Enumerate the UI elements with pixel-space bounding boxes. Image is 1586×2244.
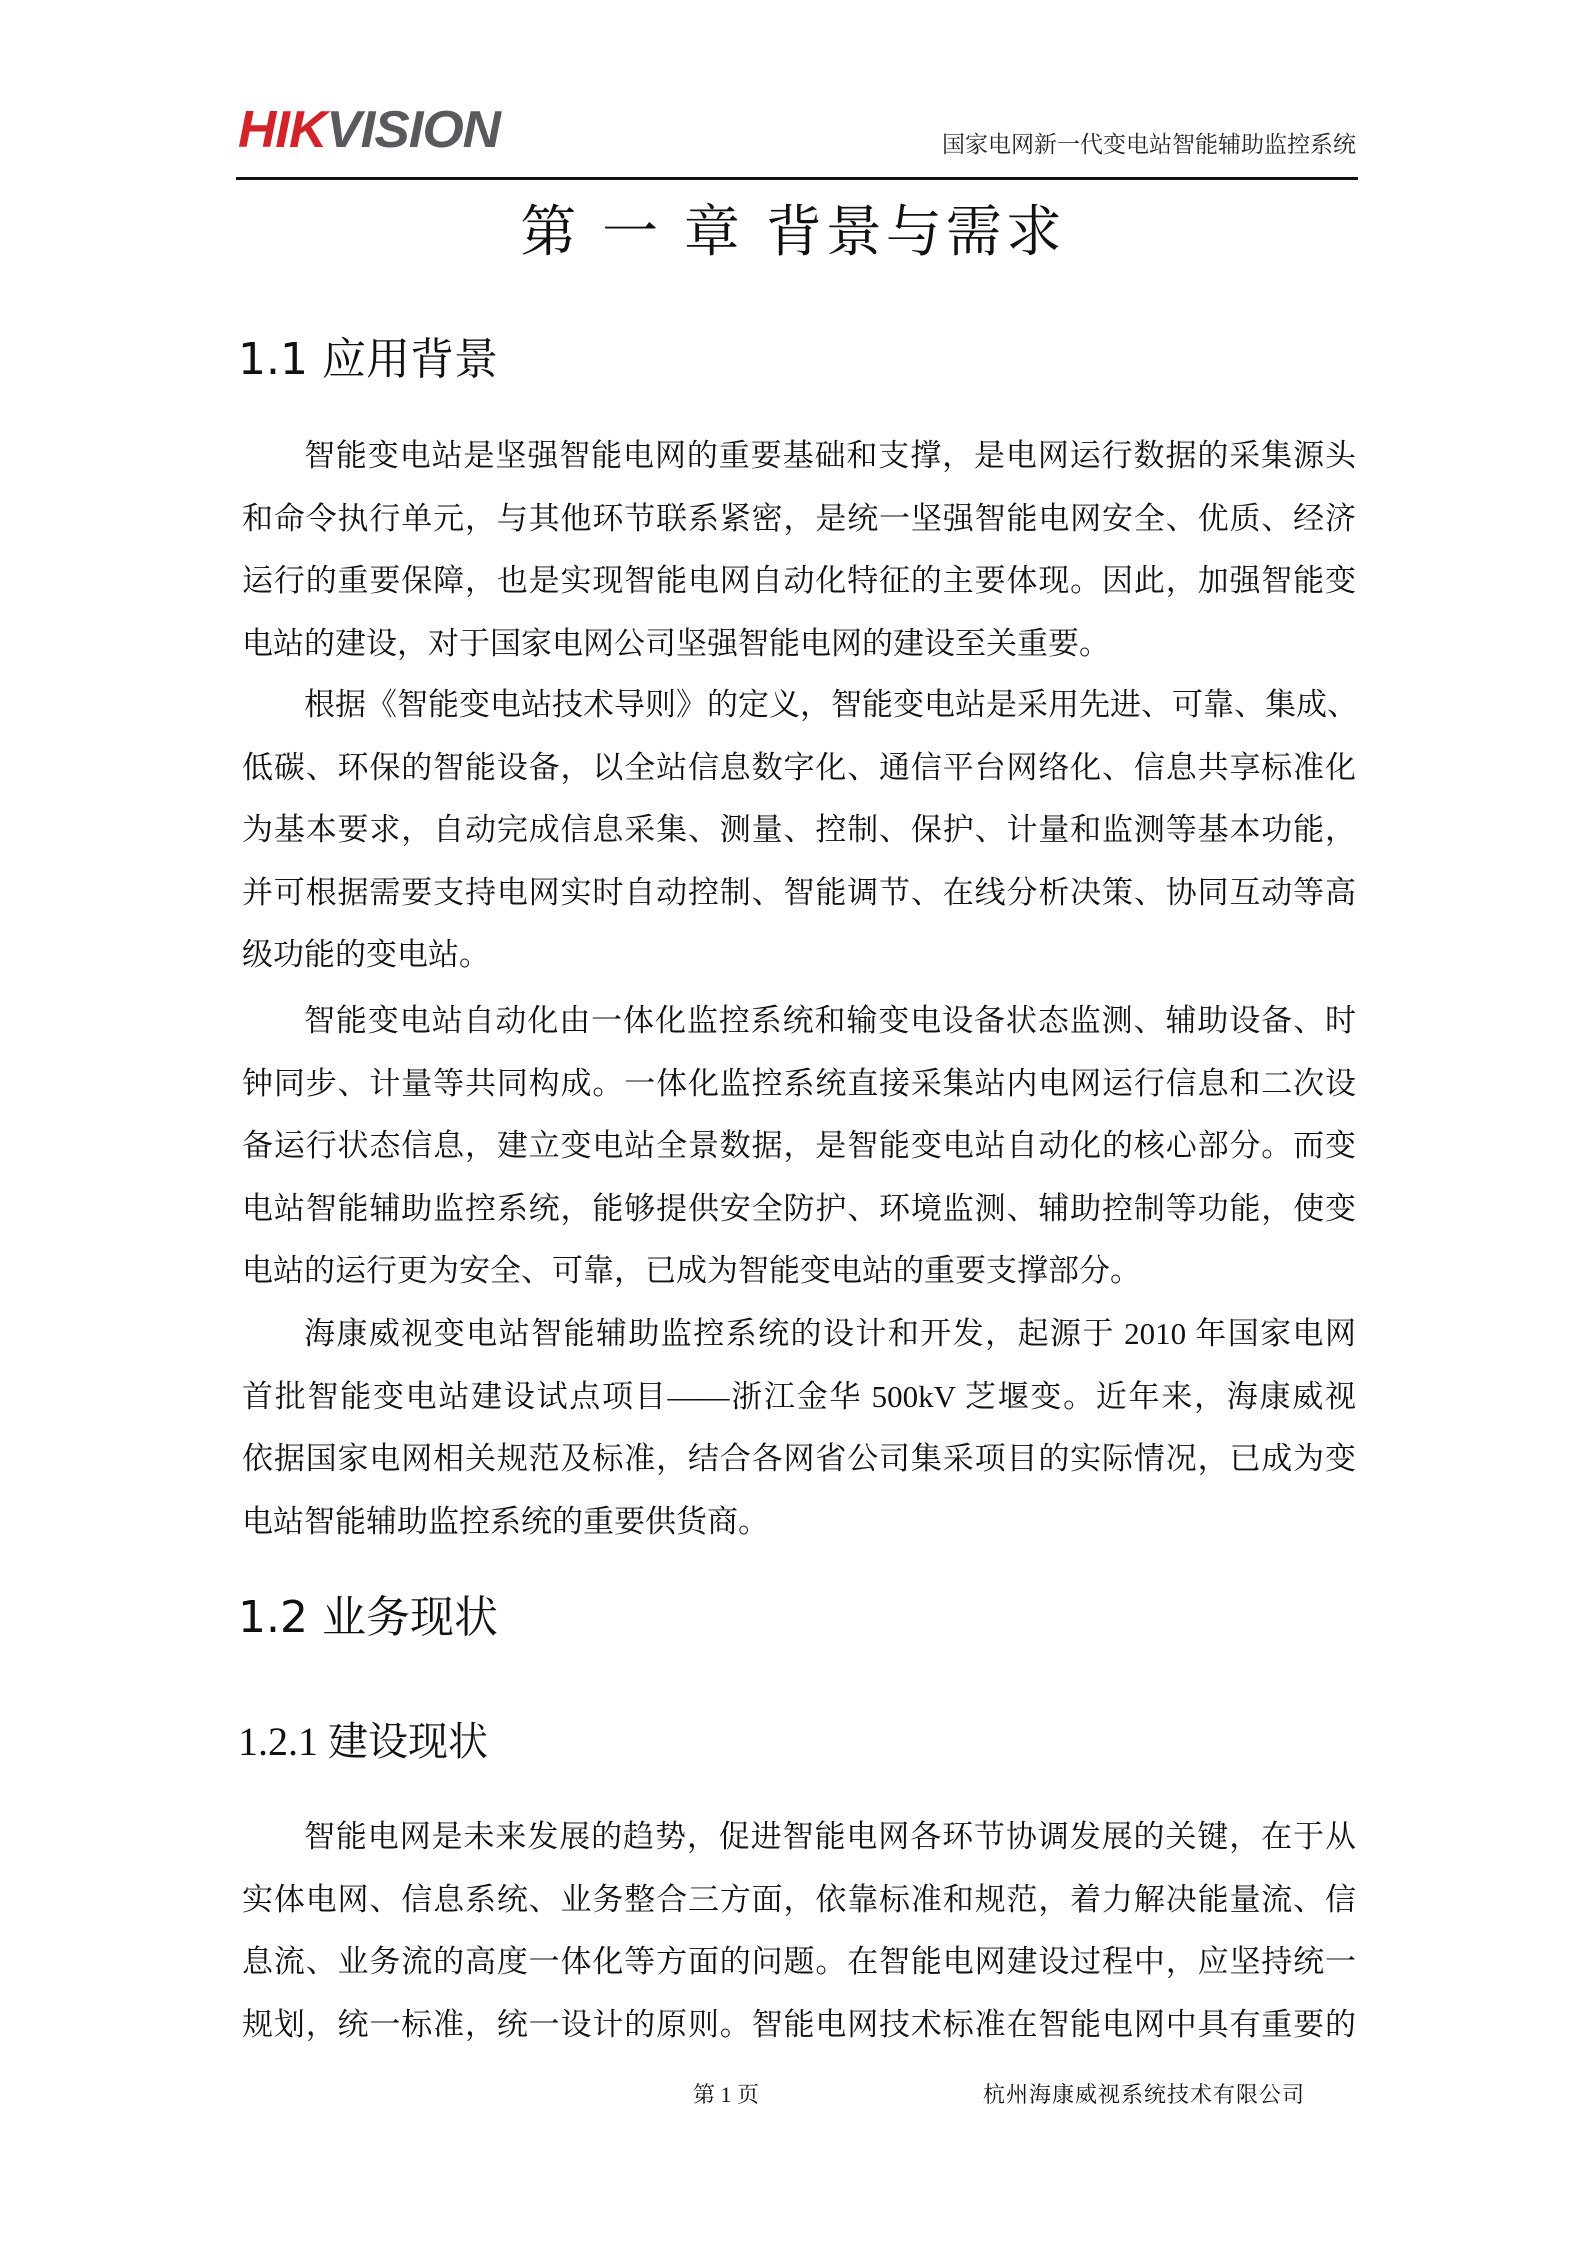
section-heading-1-1: 1.1 应用背景	[238, 334, 498, 385]
paragraph-line: 电站的建设，对于国家电网公司坚强智能电网的建设至关重要。	[242, 625, 1110, 661]
page-number: 第 1 页	[693, 2082, 760, 2107]
paragraph-line: 级功能的变电站。	[242, 937, 490, 973]
paragraph-line: 为基本要求，自动完成信息采集、测量、控制、保护、计量和监测等基本功能，	[242, 812, 1356, 848]
footer-company: 杭州海康威视系统技术有限公司	[983, 2082, 1306, 2107]
subsection-heading-1-2-1	[238, 1714, 488, 1770]
paragraph	[242, 1303, 1356, 1553]
document-subtitle: 国家电网新一代变电站智能辅助监控系统	[942, 132, 1356, 157]
section-heading-1-2: 1.2 业务现状	[238, 1592, 498, 1643]
chapter-title: 第 一 章 背景与需求	[520, 200, 1066, 265]
paragraph	[242, 990, 1356, 1303]
paragraph-line: 依据国家电网相关规范及标准，结合各网省公司集采项目的实际情况，已成为变	[242, 1441, 1356, 1477]
paragraph-line: 智能电网是未来发展的趋势，促进智能电网各环节协调发展的关键，在于从	[304, 1819, 1356, 1854]
paragraph-line: 电站智能辅助监控系统，能够提供安全防护、环境监测、辅助控制等功能，使变	[242, 1190, 1356, 1226]
paragraph-line: 运行的重要保障，也是实现智能电网自动化特征的主要体现。因此，加强智能变	[242, 563, 1356, 599]
paragraph-line: 并可根据需要支持电网实时自动控制、智能调节、在线分析决策、协同互动等高	[242, 874, 1356, 910]
header-divider	[236, 177, 1358, 180]
paragraph-line: 备运行状态信息，建立变电站全景数据，是智能变电站自动化的核心部分。而变	[242, 1128, 1356, 1164]
paragraph-line: 电站智能辅助监控系统的重要供货商。	[242, 1503, 769, 1539]
subsection-title: 建设现状	[328, 1719, 488, 1765]
paragraph	[242, 1806, 1356, 2056]
paragraph-line: 低碳、环保的智能设备，以全站信息数字化、通信平台网络化、信息共享标准化	[242, 749, 1356, 785]
paragraph-line: 规划，统一标准，统一设计的原则。智能电网技术标准在智能电网中具有重要的	[242, 2006, 1356, 2042]
paragraph-line: 息流、业务流的高度一体化等方面的问题。在智能电网建设过程中，应坚持统一	[242, 1944, 1356, 1980]
hikvision-logo	[238, 100, 500, 160]
paragraph	[242, 425, 1356, 675]
subsection-number: 1.2.1	[238, 1719, 318, 1764]
paragraph-line: 首批智能变电站建设试点项目——浙江金华 500kV 芝堰变。近年来，海康威视	[242, 1378, 1356, 1414]
paragraph	[242, 674, 1356, 987]
logo-vision: VISION	[326, 101, 500, 159]
paragraph-line: 海康威视变电站智能辅助监控系统的设计和开发，起源于 2010 年国家电网	[304, 1316, 1356, 1351]
logo-hik: HIK	[238, 101, 327, 159]
paragraph-line: 智能变电站自动化由一体化监控系统和输变电设备状态监测、辅助设备、时	[304, 1003, 1356, 1038]
paragraph-line: 智能变电站是坚强智能电网的重要基础和支撑，是电网运行数据的采集源头	[304, 438, 1356, 473]
paragraph-line: 实体电网、信息系统、业务整合三方面，依靠标准和规范，着力解决能量流、信	[242, 1881, 1356, 1917]
paragraph-line: 钟同步、计量等共同构成。一体化监控系统直接采集站内电网运行信息和二次设	[242, 1065, 1356, 1101]
paragraph-line: 电站的运行更为安全、可靠，已成为智能变电站的重要支撑部分。	[242, 1253, 1141, 1289]
paragraph-line: 和命令执行单元，与其他环节联系紧密，是统一坚强智能电网安全、优质、经济	[242, 500, 1356, 536]
paragraph-line: 根据《智能变电站技术导则》的定义，智能变电站是采用先进、可靠、集成、	[304, 687, 1358, 722]
